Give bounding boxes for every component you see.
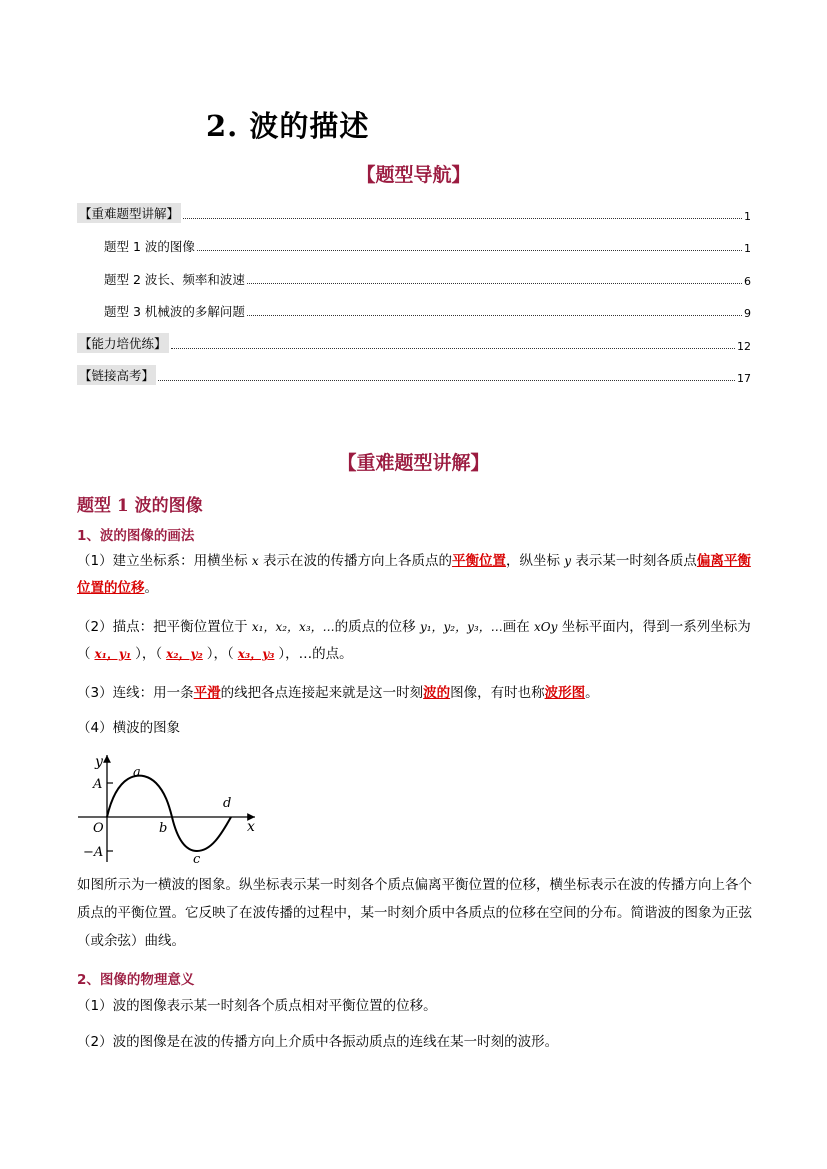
negative-amplitude-label: −A xyxy=(83,845,104,860)
amplitude-label: A xyxy=(93,777,103,792)
paragraph-physical-meaning-1: （1）波的图像表示某一时刻各个质点相对平衡位置的位移。 xyxy=(77,998,437,1014)
toc-entry-label: 题型 2 波长、频率和波速 xyxy=(104,272,245,287)
toc-page-number: 1 xyxy=(744,210,751,223)
point-a-label: a xyxy=(133,765,141,780)
paragraph-coordinate-system: （1）建立坐标系：用横坐标 x 表示在波的传播方向上各质点的平衡位置，纵坐标 y 表示某一时刻各质点偏离平衡位置的位移。 xyxy=(77,553,751,596)
toc-leader xyxy=(247,315,742,316)
paragraph-connect-line: （3）连线：用一条平滑的线把各点连接起来就是这一时刻波的图像，有时也称波形图。 xyxy=(77,685,599,701)
point-b-label: b xyxy=(159,821,168,836)
paragraph-transverse-wave: （4）横波的图象 xyxy=(77,720,181,736)
toc-entry-label: 【能力培优练】 xyxy=(77,333,169,353)
toc-leader xyxy=(158,380,735,381)
highlight-term: 偏离平衡位置的位移 xyxy=(77,553,751,596)
toc-leader xyxy=(247,283,742,284)
toc-page-number: 12 xyxy=(737,340,751,353)
y-axis-label: y xyxy=(95,754,103,770)
toc-entry[interactable] xyxy=(104,237,751,255)
answer-blank: x₃，y₃ xyxy=(237,647,275,661)
toc-entry-label: 题型 1 波的图像 xyxy=(104,239,195,254)
paragraph-wave-explanation: 如图所示为一横波的图象。纵坐标表示某一时刻各个质点偏离平衡位置的位移，横坐标表示在波的传播方向上各个质点的平衡位置。它反映了在波传播的过程中，某一时刻介质中各质点的位移在空间的分布。简谐波的图象为正弦（或余弦）曲线。 xyxy=(77,877,752,949)
origin-label: O xyxy=(93,821,104,836)
highlight-term: 波的 xyxy=(423,685,451,701)
x-axis-label: x xyxy=(247,819,255,835)
toc-entry-label: 【重难题型讲解】 xyxy=(77,203,181,223)
toc-heading: 【题型导航】 xyxy=(356,164,471,186)
sine-wave-curve xyxy=(107,776,231,851)
toc-entry[interactable] xyxy=(104,302,751,320)
highlight-term: 平滑 xyxy=(193,685,221,701)
question-type-heading: 题型 1 波的图像 xyxy=(77,496,203,516)
answer-blank: x₁，y₁ xyxy=(94,647,132,661)
toc-page-number: 6 xyxy=(744,275,751,288)
toc-entry[interactable] xyxy=(77,205,751,223)
toc-page-number: 1 xyxy=(744,242,751,255)
toc-leader xyxy=(183,218,742,219)
toc-entry-label: 题型 3 机械波的多解问题 xyxy=(104,304,245,319)
toc-entry[interactable] xyxy=(104,270,751,288)
toc-leader xyxy=(197,250,742,251)
paragraph-physical-meaning-2: （2）波的图像是在波的传播方向上介质中各振动质点的连线在某一时刻的波形。 xyxy=(77,1034,559,1050)
section-heading: 【重难题型讲解】 xyxy=(337,452,490,474)
transverse-wave-graph xyxy=(73,750,268,870)
toc-entry[interactable] xyxy=(77,335,751,353)
toc-page-number: 9 xyxy=(744,307,751,320)
point-d-label: d xyxy=(223,796,232,811)
page-title: 2. 波的描述 xyxy=(206,109,370,143)
highlight-term: 波形图 xyxy=(544,685,586,701)
highlight-term: 平衡位置 xyxy=(451,553,506,569)
answer-blank: x₂，y₂ xyxy=(166,647,203,661)
paragraph-plot-points: （2）描点：把平衡位置位于 x₁，x₂，x₃，…的质点的位移 y₁，y₂，y₃，…画在 xOy 坐标平面内，得到一系列坐标为（ x₁，y₁ ），（ x₂，y₂ ），（ x₃，y₃ ），…的点。 xyxy=(77,619,751,662)
subsection-heading: 2、图像的物理意义 xyxy=(77,972,195,988)
subsection-heading: 1、波的图像的画法 xyxy=(77,528,195,544)
toc-page-number: 17 xyxy=(737,372,751,385)
point-c-label: c xyxy=(193,852,201,867)
toc-entry-label: 【链接高考】 xyxy=(77,365,156,385)
toc-entry[interactable] xyxy=(77,367,751,385)
toc-leader xyxy=(171,348,735,349)
